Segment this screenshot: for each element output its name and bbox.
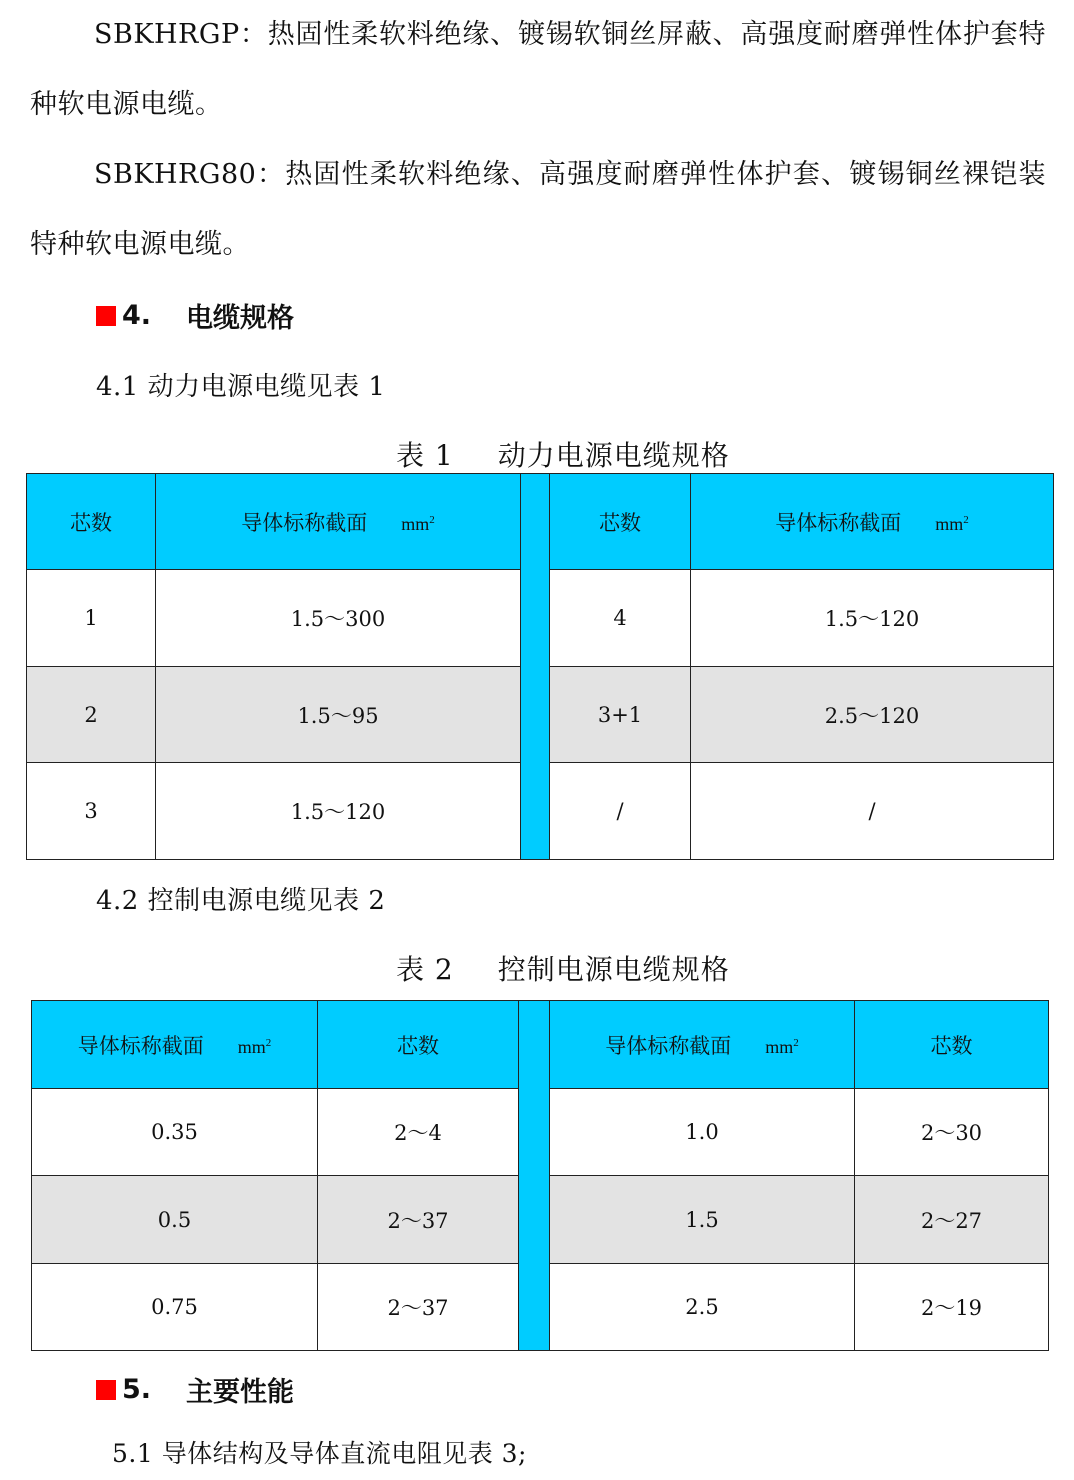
header-section: 导体标称截面 $mm^2$ xyxy=(691,474,1054,570)
cell-cores: 3 xyxy=(27,763,156,860)
red-square-bullet-icon xyxy=(96,1380,116,1400)
subsection-4-1: 4.1 动力电源电缆见表 1 xyxy=(96,372,386,402)
power-cable-spec-table xyxy=(26,473,1054,860)
table1-caption xyxy=(396,434,730,474)
cell-section: 0.75 xyxy=(32,1264,318,1351)
header-section: 导体标称截面 $mm^2$ xyxy=(550,1001,855,1089)
cell-section: 1.5～120 xyxy=(691,570,1054,667)
caption-title: 动力电源电缆规格 xyxy=(497,439,730,472)
section-heading-4 xyxy=(96,296,294,335)
subsection-5-1: 5.1 导体结构及导体直流电阻见表 3; xyxy=(112,1439,527,1468)
subsection-4-2: 4.2 控制电源电缆见表 2 xyxy=(96,886,386,916)
header-cores: 芯数 xyxy=(550,474,691,570)
cell-cores: / xyxy=(550,763,691,860)
section-number: 5. xyxy=(122,1374,152,1405)
cell-cores: 2～4 xyxy=(318,1089,519,1176)
cell-section: / xyxy=(691,763,1054,860)
cell-section: 0.35 xyxy=(32,1089,318,1176)
column-separator xyxy=(521,474,550,860)
paragraph-sbkhrgp: SBKHRGP：热固性柔软料绝缘、镀锡软铜丝屏蔽、高强度耐磨弹性体护套特种软电源电缆。 xyxy=(30,19,1046,120)
section-heading-5 xyxy=(96,1370,294,1409)
cell-cores: 2～30 xyxy=(855,1089,1049,1176)
cell-cores: 2～37 xyxy=(318,1176,519,1264)
cell-cores: 2～37 xyxy=(318,1264,519,1351)
cell-cores: 2～27 xyxy=(855,1176,1049,1264)
section-number: 4. xyxy=(122,300,152,331)
cell-cores: 2 xyxy=(27,667,156,763)
cell-cores: 1 xyxy=(27,570,156,667)
cell-cores: 2～19 xyxy=(855,1264,1049,1351)
column-separator xyxy=(519,1001,550,1351)
header-cores: 芯数 xyxy=(855,1001,1049,1089)
paragraph-sbkhrg80: SBKHRG80：热固性柔软料绝缘、高强度耐磨弹性体护套、镀锡铜丝裸铠装特种软电源电缆。 xyxy=(30,159,1046,260)
header-cores: 芯数 xyxy=(27,474,156,570)
header-section: 导体标称截面 $mm^2$ xyxy=(32,1001,318,1089)
section-title: 电缆规格 xyxy=(186,303,294,334)
table-header-row xyxy=(27,474,1054,570)
cell-section: 1.5～300 xyxy=(156,570,521,667)
cell-section: 2.5 xyxy=(550,1264,855,1351)
cell-cores: 3+1 xyxy=(550,667,691,763)
cell-section: 0.5 xyxy=(32,1176,318,1264)
table2-caption xyxy=(396,948,730,988)
cell-section: 1.5～120 xyxy=(156,763,521,860)
caption-number: 表 1 xyxy=(396,439,454,472)
cell-section: 1.5～95 xyxy=(156,667,521,763)
caption-number: 表 2 xyxy=(396,953,454,986)
header-cores: 芯数 xyxy=(318,1001,519,1089)
header-section: 导体标称截面 $mm^2$ xyxy=(156,474,521,570)
cell-cores: 4 xyxy=(550,570,691,667)
table-header-row xyxy=(32,1001,1049,1089)
cell-section: 1.0 xyxy=(550,1089,855,1176)
cell-section: 2.5～120 xyxy=(691,667,1054,763)
section-title: 主要性能 xyxy=(186,1377,294,1408)
control-cable-spec-table xyxy=(31,1000,1049,1351)
caption-title: 控制电源电缆规格 xyxy=(497,953,730,986)
cell-section: 1.5 xyxy=(550,1176,855,1264)
red-square-bullet-icon xyxy=(96,306,116,326)
